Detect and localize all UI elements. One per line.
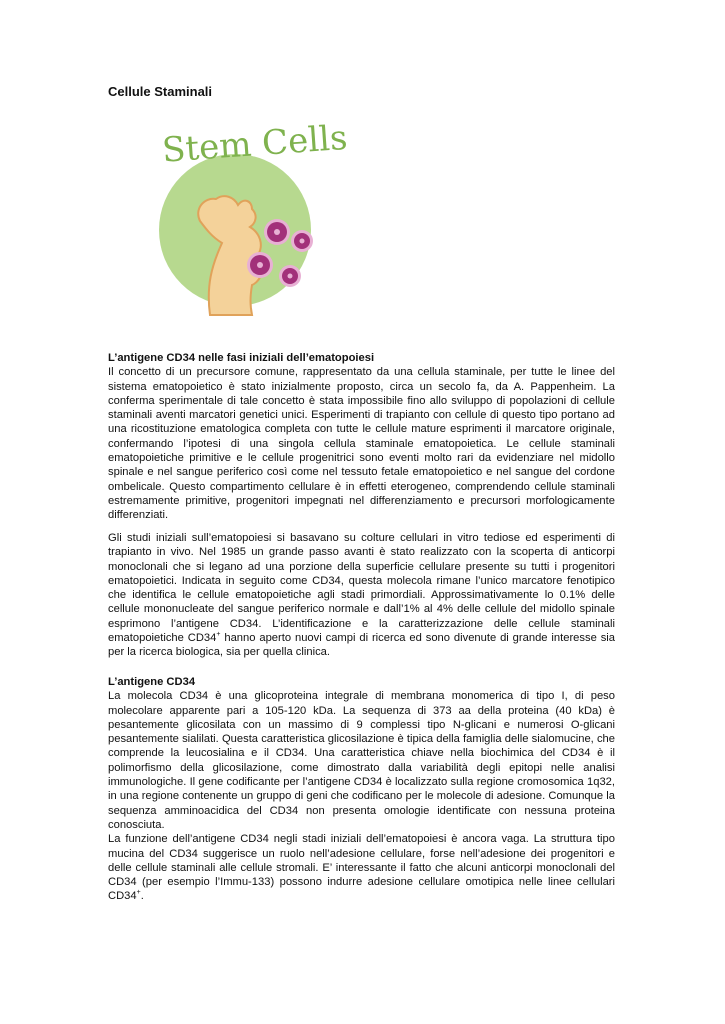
section-paragraph: La funzione dell’antigene CD34 negli stadi iniziali dell’ematopoiesi è ancora vaga. La struttura tipo mucina del CD34 suggerisce un ruolo nell’adesione cellulare, forse nell’adesione dei progenitori e delle cellule staminali alle cellule stromali. E’ interessante il fatto che alcuni anticorpi monoclonali del CD34 (per esempio l’Immu-133) possono indurre adesione cellulare omotipica nelle linee cellulari CD34+. [108, 833, 615, 903]
section-studi-iniziali [108, 531, 615, 660]
section-ematopoiesi [108, 351, 615, 523]
section-antigene-cd34 [108, 675, 615, 904]
section-paragraph: Il concetto di un precursore comune, rappresentato da una cellula staminale, per tutte le linee del sistema ematopoietico è stato inizialmente proposto, circa un secolo fa, da A. Pappenheim. La conferma sperimentale di tale concetto è stata impossibile fino allo sviluppo di popolazioni di cellule staminali aventi marcatori genetici unici. Esperimenti di trapianto con cellule di questo tipo portano ad una ricostituzione ematologica completa con tutte le cellule mature esprimenti il marcatore originale, confermando l’ipotesi di una singola cellula staminale ematopoietica. Le cellule staminali ematopoietiche primitive e le cellule progenitrici sono eventi molto rari da evidenziare nel midollo spinale e nel sangue periferico così come nel tessuto fetale ematopoietico e nel sangue del cordone ombelicale. Questo compartimento cellulare è in effetti eterogeneo, comprendendo cellule staminali estremamente primitive, progenitori impegnati nel differenziamento e precursori morfologicamente differenziati. [108, 366, 615, 522]
stem-cells-logo [140, 105, 349, 315]
section-paragraph: Gli studi iniziali sull’ematopoiesi si basavano su colture cellulari in vitro tediose ed esperimenti di trapianto in vivo. Nel 1985 un grande passo avanti è stato realizzato con la scoperta di anticorpi monoclonali che si legano ad una porzione della superficie cellulare presente su tutti i progenitori ematopoietici. Indicata in seguito come CD34, questa molecola rimane l’unico marcatore fenotipico che identifica le cellule ematopoietiche agli stadi primordiali. Approssimativamente lo 0.1% delle cellule mononucleate del sangue periferico normale e dall’1% al 4% delle cellule del midollo spinale esprimono l’antigene CD34. L’identificazione e la caratterizzazione delle cellule staminali ematopoietiche CD34+ hanno aperto nuovi campi di ricerca ed sono divenute di grande interesse sia per la ricerca biologica, sia per quella clinica. [108, 532, 615, 659]
svg-text:Stem Cells: Stem Cells [160, 117, 349, 171]
document-title: Cellule Staminali [108, 84, 213, 99]
section-heading: L’antigene CD34 [108, 676, 196, 688]
section-heading: L’antigene CD34 nelle fasi iniziali dell’ematopoiesi [108, 352, 375, 364]
section-paragraph: La molecola CD34 è una glicoproteina integrale di membrana monomerica di tipo I, di peso molecolare apparente pari a 105-120 kDa. La sequenza di 373 aa della proteina (40 kDa) è pesantemente glicosilata con un massimo di 9 complessi tipo N-glicani e numerosi O-glicani pesantemente sialilati. Questa caratteristica glicosilazione è tipica della famiglia delle sialomucine, che comprende la leucosialina e il CD34. Una caratteristica chiave nella biochimica del CD34 è il polimorfismo della glicosilazione, come dimostrato dalla variabilità degli epitopi nelle analisi immunologiche. Il gene codificante per l’antigene CD34 è localizzato sulla regione cromosomica 1q32, in una regione contenente un gruppo di geni che codificano per le molecole di adesione. Comunque la sequenza amminoacidica del CD34 non presenta omologie identificate con nessuna proteina conosciuta. [108, 690, 615, 831]
